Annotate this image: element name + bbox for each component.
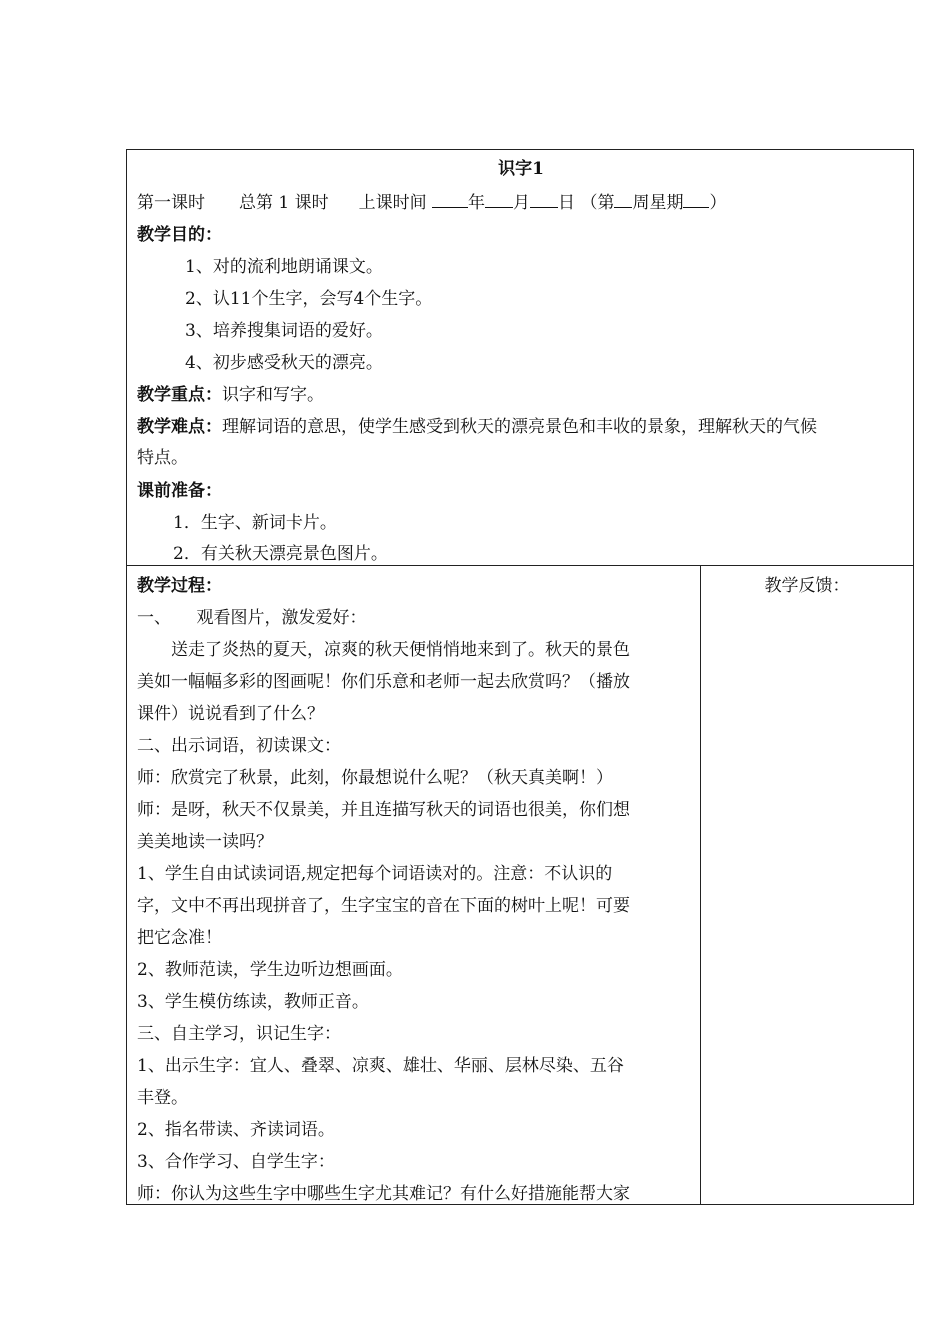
process-line: 二、出示词语，初读课文： bbox=[137, 736, 341, 756]
process-heading: 教学过程： bbox=[137, 576, 222, 596]
week-blank bbox=[614, 190, 632, 208]
preparation-item: 1．生字、新词卡片。 bbox=[173, 513, 337, 533]
process-line: 1、学生自由试读词语,规定把每个词语读对的。注意：不认识的 bbox=[137, 864, 613, 884]
objective-item: 1、对的流利地朗诵课文。 bbox=[185, 257, 383, 277]
process-line: 2、教师范读，学生边听边想画面。 bbox=[137, 960, 403, 980]
process-line: 2、指名带读、齐读词语。 bbox=[137, 1120, 335, 1140]
objective-item: 3、培养搜集词语的爱好。 bbox=[185, 321, 383, 341]
process-line: 师：欣赏完了秋景，此刻，你最想说什么呢？（秋天真美啊！） bbox=[137, 768, 613, 788]
week-close-label: ） bbox=[709, 193, 727, 213]
process-line: 师：你认为这些生字中哪些生字尤其难记？有什么好措施能帮大家 bbox=[137, 1184, 630, 1204]
process-line: 课件）说说看到了什么？ bbox=[137, 704, 324, 724]
process-line: 美如一幅幅多彩的图画呢！你们乐意和老师一起去欣赏吗？（播放 bbox=[137, 672, 630, 692]
preparation-item: 2．有关秋天漂亮景色图片。 bbox=[173, 544, 388, 564]
year-blank bbox=[432, 190, 468, 208]
total-label-pre: 总第 bbox=[239, 193, 273, 213]
process-line: 丰登。 bbox=[137, 1088, 188, 1108]
lesson-header-section bbox=[127, 150, 913, 566]
process-line: 师：是呀，秋天不仅景美，并且连描写秋天的词语也很美，你们想 bbox=[137, 800, 630, 820]
preparation-heading: 课前准备： bbox=[137, 481, 222, 501]
teaching-process-cell bbox=[127, 566, 701, 1204]
feedback-heading: 教学反馈： bbox=[764, 576, 850, 596]
process-line: 1、出示生字：宜人、叠翠、凉爽、雄壮、华丽、层林尽染、五谷 bbox=[137, 1056, 624, 1076]
total-number: 1 bbox=[278, 193, 290, 213]
week-mid-label: 周星期 bbox=[632, 193, 684, 213]
difficulties-label: 教学难点： bbox=[137, 417, 222, 437]
process-line: 3、合作学习、自学生字： bbox=[137, 1152, 335, 1172]
lesson-info-row bbox=[137, 190, 726, 214]
class-time-label: 上课时间 bbox=[358, 193, 427, 213]
lesson-period: 第一课时 bbox=[137, 193, 205, 213]
day-blank bbox=[530, 190, 558, 208]
objectives-heading: 教学目的： bbox=[137, 225, 222, 245]
month-label: 月 bbox=[513, 193, 531, 213]
month-blank bbox=[485, 190, 513, 208]
day-label: 日 bbox=[558, 193, 576, 213]
total-label-post: 课时 bbox=[294, 193, 329, 213]
process-line: 3、学生模仿练读，教师正音。 bbox=[137, 992, 369, 1012]
process-line: 三、自主学习，识记生字： bbox=[137, 1024, 341, 1044]
objective-item: 2、认11个生字，会写4个生字。 bbox=[185, 289, 433, 309]
process-line: 送走了炎热的夏天，凉爽的秋天便悄悄地来到了。秋天的景色 bbox=[137, 640, 630, 660]
weekday-blank bbox=[683, 190, 709, 208]
process-line: 美美地读一读吗？ bbox=[137, 832, 273, 852]
year-label: 年 bbox=[468, 193, 486, 213]
key-points-label: 教学重点： bbox=[137, 385, 222, 405]
key-points-text: 识字和写字。 bbox=[222, 385, 324, 405]
lesson-title: 识字1 bbox=[498, 159, 544, 179]
process-line: 一、 观看图片，激发爱好： bbox=[137, 608, 367, 628]
teaching-feedback-cell bbox=[701, 566, 913, 1204]
difficulties-text-line2: 特点。 bbox=[137, 448, 188, 468]
process-line: 字，文中不再出现拼音了，生字宝宝的音在下面的树叶上呢！可要 bbox=[137, 896, 630, 916]
difficulties-text-line1: 理解词语的意思，使学生感受到秋天的漂亮景色和丰收的景象，理解秋天的气候 bbox=[222, 417, 817, 437]
process-line: 把它念准！ bbox=[137, 928, 222, 948]
difficulties-row bbox=[137, 416, 817, 438]
week-open-label: （第 bbox=[580, 193, 615, 213]
lesson-plan-table bbox=[126, 149, 914, 1205]
objective-item: 4、初步感受秋天的漂亮。 bbox=[185, 353, 383, 373]
key-points-row bbox=[137, 384, 324, 406]
